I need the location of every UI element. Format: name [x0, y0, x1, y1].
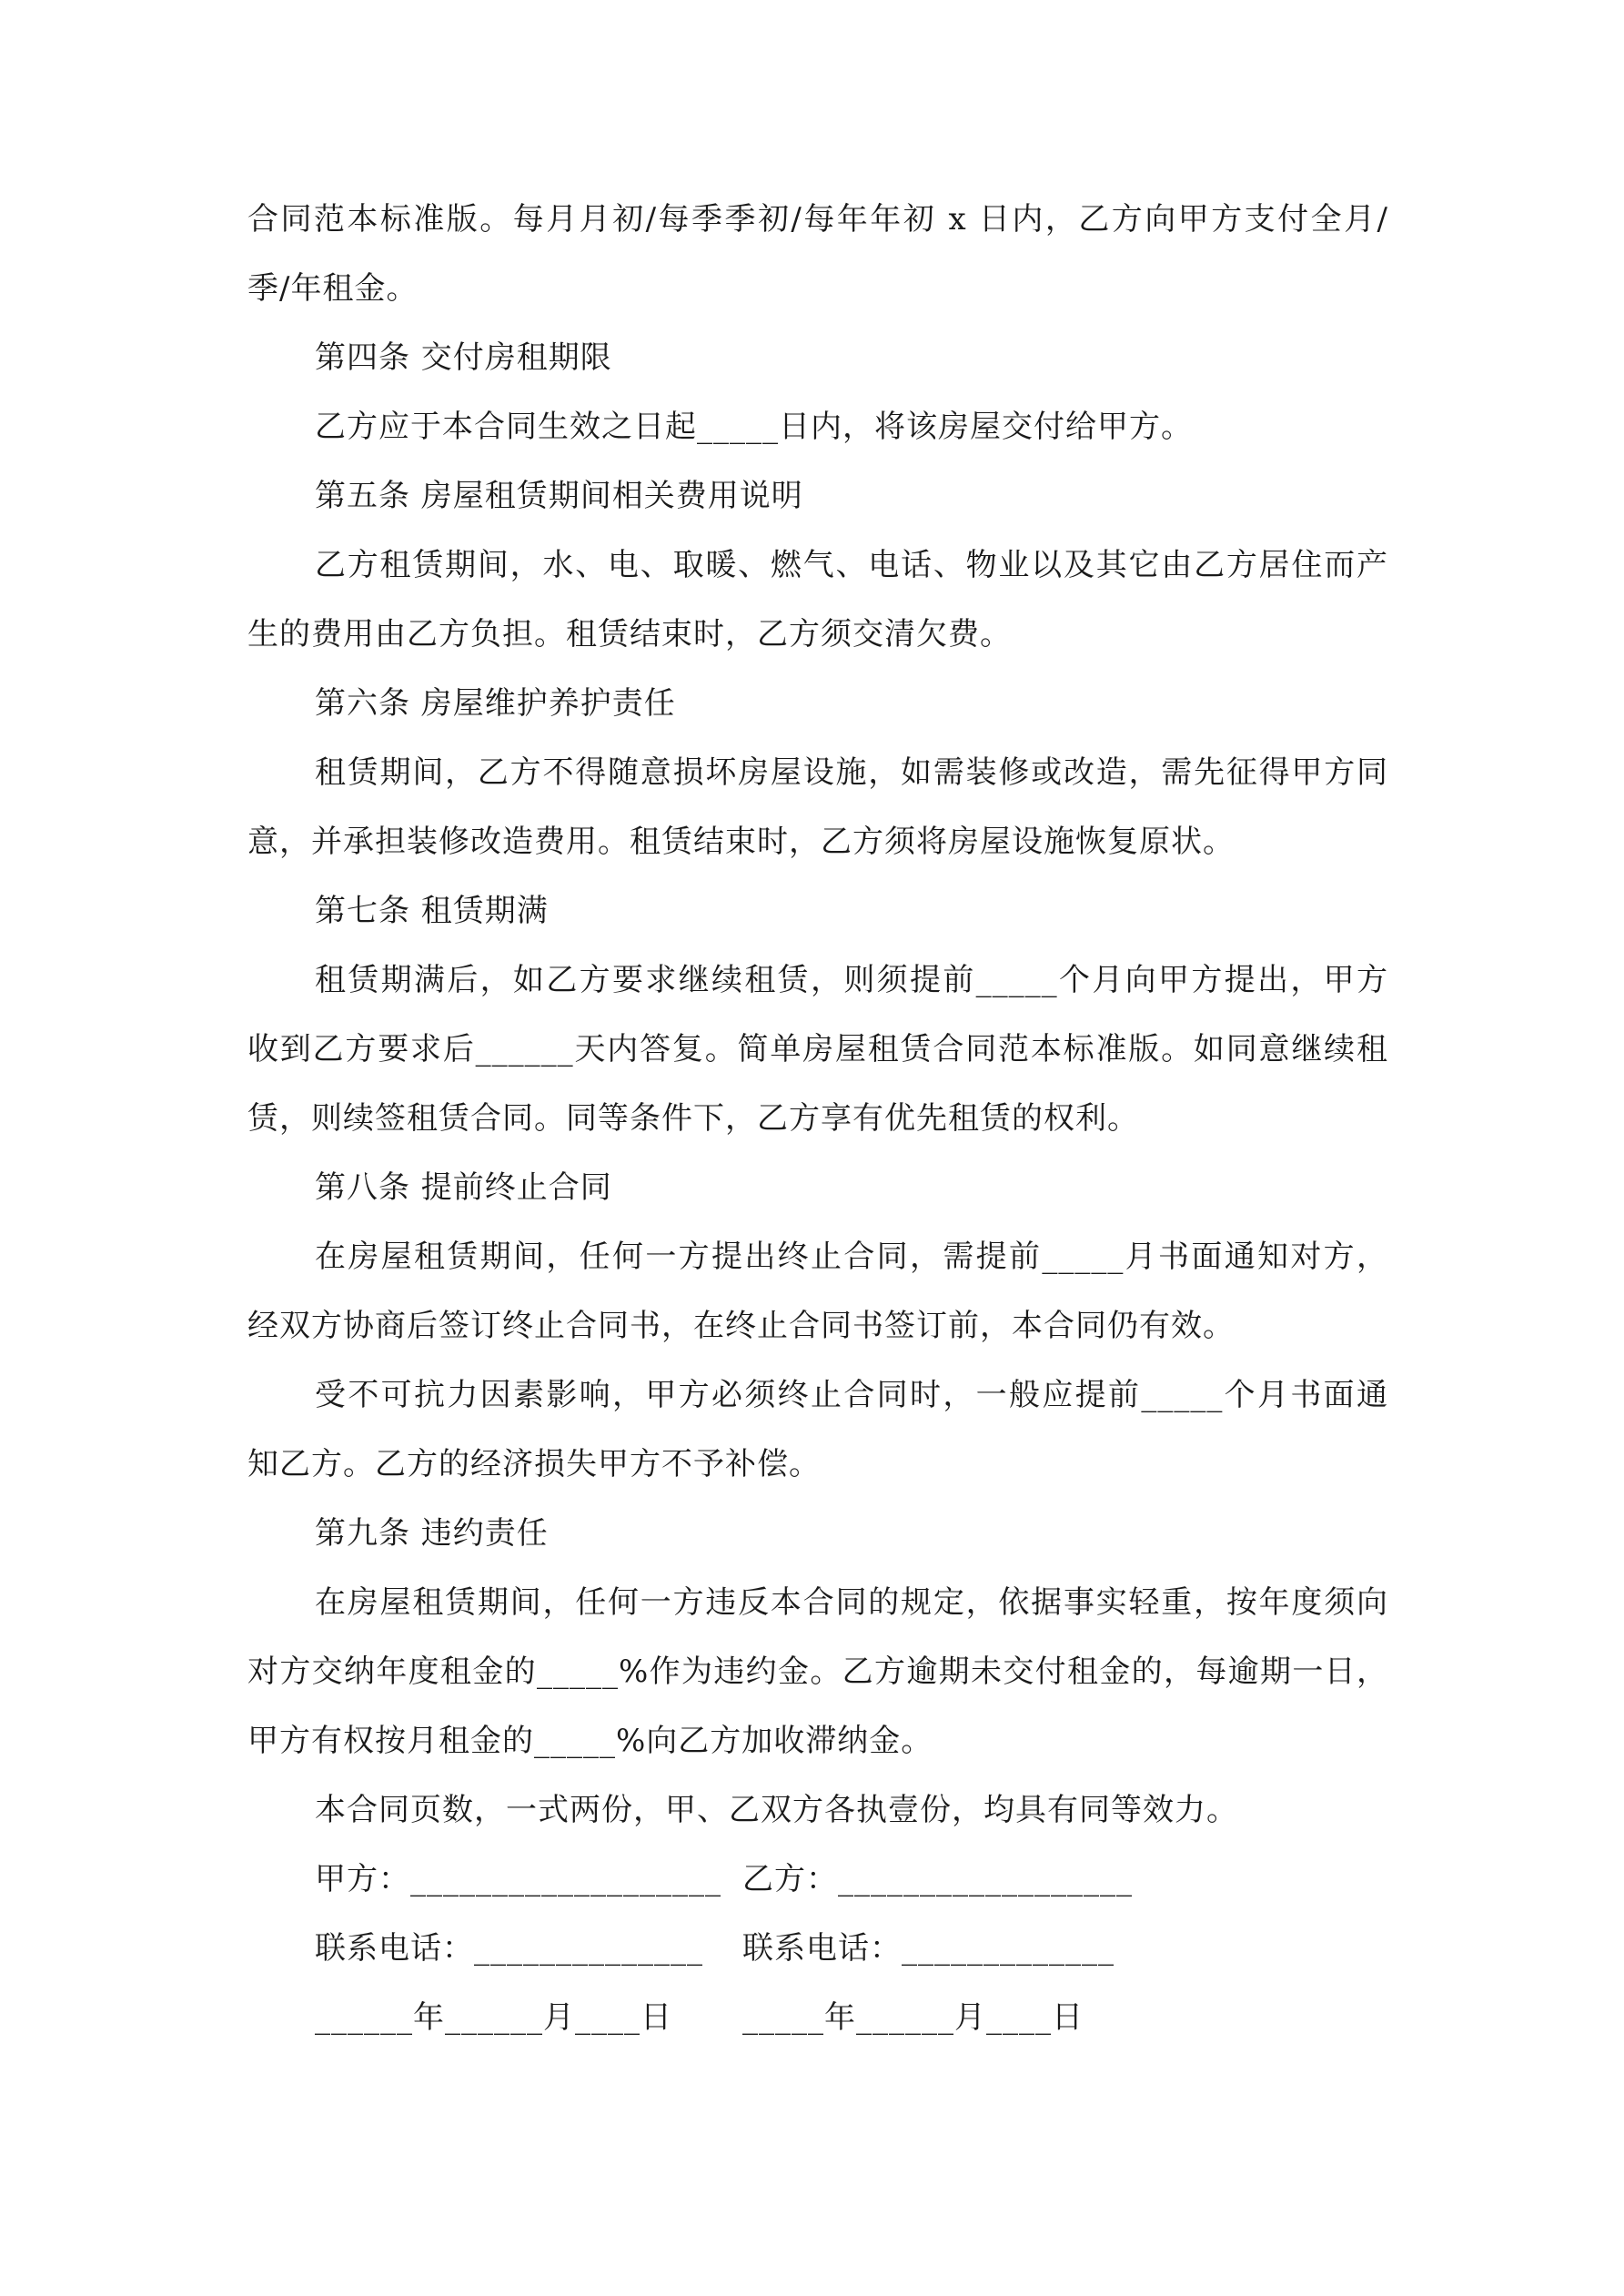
- contract-line: 赁，则续签租赁合同。同等条件下，乙方享有优先租赁的权利。: [247, 1100, 1139, 1137]
- contract-line: 第七条 租赁期满: [315, 893, 549, 929]
- contract-line: 乙方租赁期间，水、电、取暖、燃气、电话、物业以及其它由乙方居住而产: [315, 547, 1388, 583]
- contract-line: 第八条 提前终止合同: [315, 1169, 612, 1206]
- contract-line: 甲方有权按月租金的_____%向乙方加收滞纳金。: [247, 1723, 933, 1759]
- contract-line: 乙方应于本合同生效之日起_____日内，将该房屋交付给甲方。: [315, 409, 1193, 445]
- party-b-phone: 联系电话：_____________: [742, 1930, 1115, 1967]
- party-b-signature: 乙方：__________________: [742, 1861, 1133, 1897]
- signature-phone-row: [247, 1931, 1388, 1966]
- party-a-date: ______年______月____日: [315, 1999, 672, 2036]
- contract-line: 知乙方。乙方的经济损失甲方不予补偿。: [247, 1446, 821, 1482]
- contract-line: 对方交纳年度租金的_____%作为违约金。乙方逾期未交付租金的，每逾期一日，: [247, 1654, 1388, 1690]
- contract-body: [247, 202, 1388, 1827]
- contract-line: 第九条 违约责任: [315, 1515, 549, 1552]
- contract-line: 意，并承担装修改造费用。租赁结束时，乙方须将房屋设施恢复原状。: [247, 824, 1235, 860]
- contract-line: 受不可抗力因素影响，甲方必须终止合同时，一般应提前_____个月书面通: [315, 1377, 1388, 1413]
- contract-line: 第五条 房屋租赁期间相关费用说明: [315, 478, 803, 514]
- contract-line: 合同范本标准版。每月月初/每季季初/每年年初 x 日内，乙方向甲方支付全月/: [247, 201, 1388, 238]
- contract-line: 租赁期间，乙方不得随意损坏房屋设施，如需装修或改造，需先征得甲方同: [315, 754, 1388, 791]
- signature-party-row: [247, 1862, 1388, 1896]
- signature-date-row: [247, 2000, 1388, 2035]
- contract-line: 在房屋租赁期间，任何一方提出终止合同，需提前_____月书面通知对方，: [315, 1239, 1388, 1275]
- contract-line: 经双方协商后签订终止合同书，在终止合同书签订前，本合同仍有效。: [247, 1308, 1235, 1344]
- party-a-phone: 联系电话：______________: [315, 1930, 703, 1967]
- contract-page: [247, 202, 1388, 2069]
- contract-line: 生的费用由乙方负担。租赁结束时，乙方须交清欠费。: [247, 616, 1012, 652]
- contract-line: 第六条 房屋维护养护责任: [315, 685, 676, 722]
- contract-line: 租赁期满后，如乙方要求继续租赁，则须提前_____个月向甲方提出，甲方: [315, 962, 1388, 998]
- contract-line: 在房屋租赁期间，任何一方违反本合同的规定，依据事实轻重，按年度须向: [315, 1584, 1388, 1621]
- contract-line: 收到乙方要求后______天内答复。简单房屋租赁合同范本标准版。如同意继续租: [247, 1031, 1388, 1067]
- party-a-signature: 甲方：___________________: [315, 1861, 721, 1897]
- contract-line: 本合同页数，一式两份，甲、乙双方各执壹份，均具有同等效力。: [315, 1792, 1238, 1828]
- contract-line: 第四条 交付房租期限: [315, 339, 612, 376]
- party-b-date: _____年______月____日: [742, 1999, 1084, 2036]
- contract-line: 季/年租金。: [247, 270, 419, 307]
